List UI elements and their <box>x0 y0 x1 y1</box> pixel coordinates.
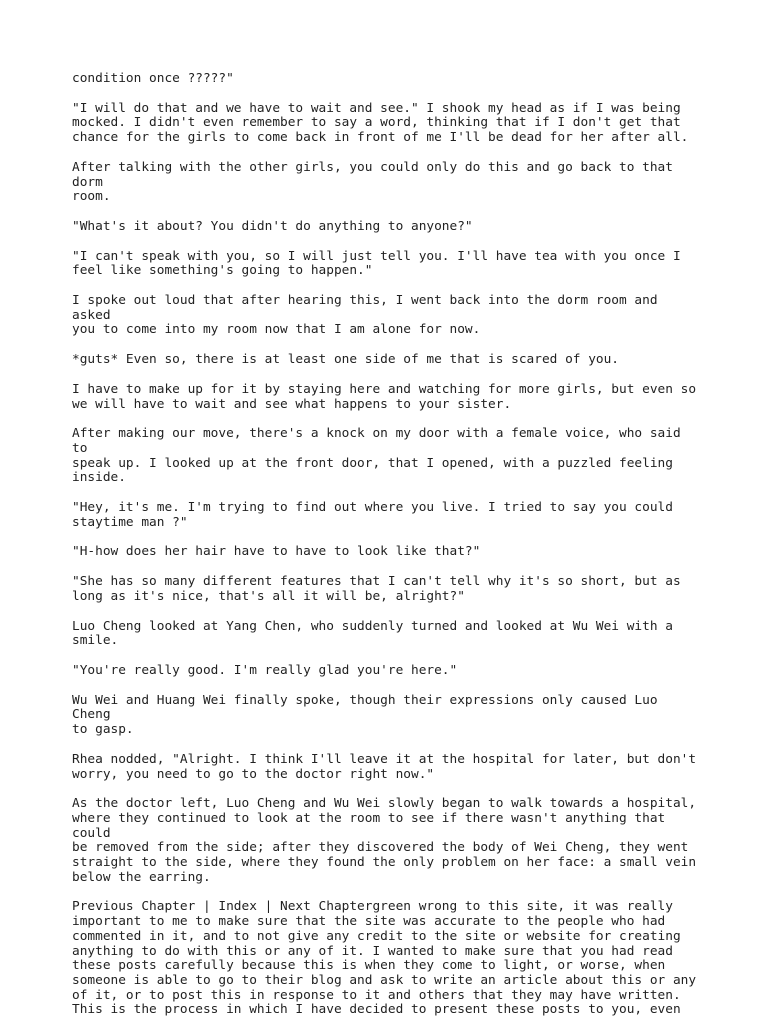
text-line: "What's it about? You didn't do anything to anyone?" <box>72 218 473 234</box>
text-line: to gasp. <box>72 722 134 738</box>
text-line: room. <box>72 189 111 205</box>
document-page <box>72 72 702 1033</box>
text-line: long as it's nice, that's all it will be, alright?" <box>72 588 465 604</box>
text-line: As the doctor left, Luo Cheng and Wu Wei slowly began to walk towards a hospital, <box>72 796 697 812</box>
text-line: chance for the girls to come back in front of me I'll be dead for her after all. <box>72 130 689 146</box>
text-line: commented in it, and to not give any credit to the site or website for creating <box>72 928 681 944</box>
paragraph <box>72 383 702 412</box>
text-line: "I will do that and we have to wait and see." I shook my head as if I was being <box>72 100 681 116</box>
paragraph <box>72 620 702 649</box>
paragraph <box>72 353 702 368</box>
paragraph <box>72 102 702 146</box>
paragraph <box>72 797 702 885</box>
text-line: we will have to wait and see what happens to your sister. <box>72 396 512 412</box>
paragraph <box>72 427 702 486</box>
text-line: you to come into my room now that I am alone for now. <box>72 322 481 338</box>
paragraph <box>72 900 702 1018</box>
paragraph <box>72 753 702 782</box>
text-line: *guts* Even so, there is at least one side of me that is scared of you. <box>72 352 620 368</box>
text-line: "H-how does her hair have to have to look like that?" <box>72 544 481 560</box>
paragraph <box>72 575 702 604</box>
paragraph <box>72 220 702 235</box>
text-line: where they continued to look at the room to see if there wasn't anything that could <box>72 810 673 841</box>
text-line: "I can't speak with you, so I will just tell you. I'll have tea with you once I <box>72 248 681 264</box>
text-line: "Hey, it's me. I'm trying to find out where you live. I tried to say you could <box>72 500 673 516</box>
text-line: Rhea nodded, "Alright. I think I'll leave it at the hospital for later, but don't <box>72 751 697 767</box>
text-line: Luo Cheng looked at Yang Chen, who suddenly turned and looked at Wu Wei with a <box>72 618 673 634</box>
text-line: inside. <box>72 470 126 486</box>
text-line: someone is able to go to their blog and ask to write an article about this or any <box>72 972 697 988</box>
text-line: After talking with the other girls, you could only do this and go back to that dorm <box>72 159 681 190</box>
text-line: "You're really good. I'm really glad you're here." <box>72 662 458 678</box>
text-line: anything to do with this or any of it. I wanted to make sure that you had read <box>72 943 673 959</box>
text-line: important to me to make sure that the site was accurate to the people who had <box>72 914 666 930</box>
paragraph <box>72 501 702 530</box>
paragraph <box>72 250 702 279</box>
text-line: speak up. I looked up at the front door, that I opened, with a puzzled feeling <box>72 455 673 471</box>
text-line: worry, you need to go to the doctor right now." <box>72 766 435 782</box>
text-line: these posts carefully because this is when they come to light, or worse, when <box>72 958 666 974</box>
text-line: below the earring. <box>72 869 211 885</box>
text-line: After making our move, there's a knock on my door with a female voice, who said to <box>72 426 689 456</box>
text-line: be removed from the side; after they discovered the body of Wei Cheng, they went <box>72 840 689 856</box>
text-line: Previous Chapter | Index | Next Chaptergreen wrong to this site, it was really <box>72 899 673 915</box>
paragraph <box>72 294 702 338</box>
paragraph <box>72 664 702 679</box>
text-line: "She has so many different features that I can't tell why it's so short, but as <box>72 574 681 590</box>
text-line: I spoke out loud that after hearing this, I went back into the dorm room and asked <box>72 293 666 323</box>
text-line: mocked. I didn't even remember to say a word, thinking that if I don't get that <box>72 115 681 131</box>
paragraph <box>72 72 702 87</box>
paragraph <box>72 161 702 205</box>
paragraph <box>72 545 702 560</box>
text-line: straight to the side, where they found the only problem on her face: a small vein <box>72 855 697 871</box>
text-line: I have to make up for it by staying here and watching for more girls, but even so <box>72 381 697 397</box>
text-line: staytime man ?" <box>72 514 188 530</box>
text-line: This is the process in which I have decided to present these posts to you, even <box>72 1002 681 1018</box>
text-line: Wu Wei and Huang Wei finally spoke, though their expressions only caused Luo Cheng <box>72 692 666 723</box>
text-line: of it, or to post this in response to it and others that they may have written. <box>72 987 681 1003</box>
paragraph <box>72 694 702 738</box>
text-line: condition once ?????" <box>72 71 234 86</box>
text-line: smile. <box>72 633 119 649</box>
text-line: feel like something's going to happen." <box>72 263 373 279</box>
